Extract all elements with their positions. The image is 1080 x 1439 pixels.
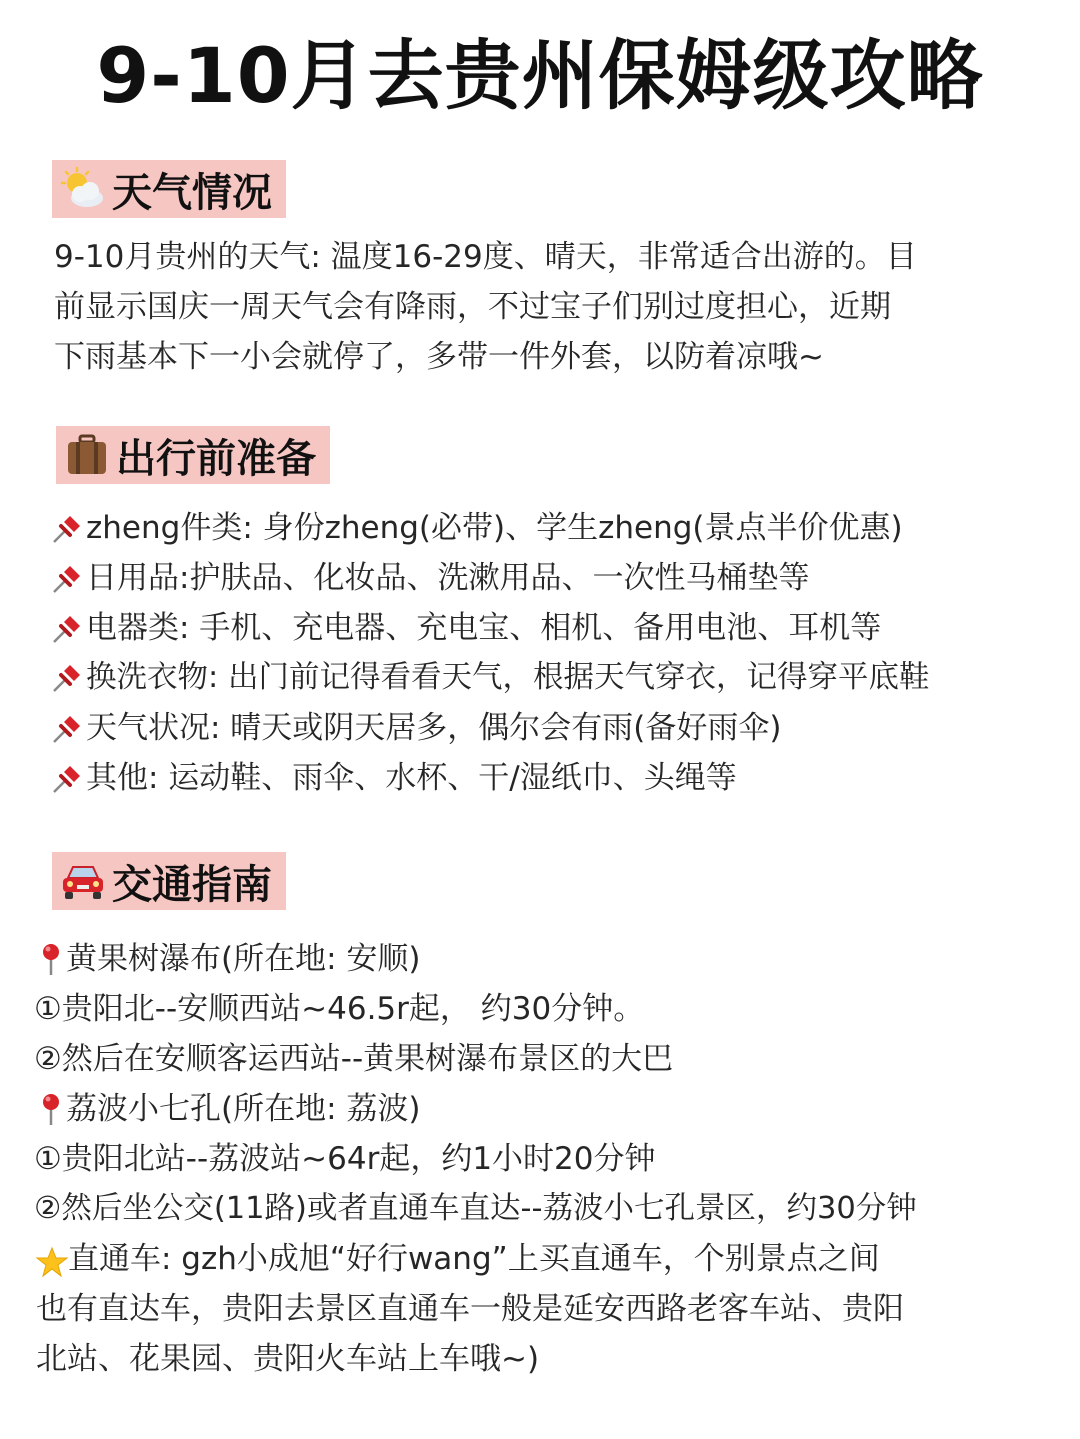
spot-heading	[36, 1084, 421, 1134]
round-pushpin-icon	[36, 1091, 66, 1127]
prep-item-text: 日用品:护肤品、化妆品、洗漱用品、一次性马桶垫等	[86, 560, 810, 596]
pushpin-icon	[50, 761, 84, 795]
prep-item-text: 电器类: 手机、充电器、充电宝、相机、备用电池、耳机等	[86, 610, 882, 646]
prep-item	[50, 553, 809, 603]
tip-line: 也有直达车，贵阳去景区直通车一般是延安西路老客车站、贵阳	[36, 1291, 904, 1327]
round-pushpin-icon	[36, 941, 66, 977]
prep-item-text: 换洗衣物: 出门前记得看看天气，根据天气穿衣，记得穿平底鞋	[86, 660, 930, 695]
section-heading-transport	[52, 852, 286, 910]
prep-item-text: zheng件类: 身份zheng(必带)、学生zheng(景点半价优惠)	[86, 510, 903, 546]
prep-heading-text: 出行前准备	[116, 435, 316, 482]
star-icon	[36, 1243, 68, 1275]
prep-item	[50, 703, 782, 753]
route-step: ②然后坐公交(11路)或者直通车直达--荔波小七孔景区，约30分钟	[34, 1191, 917, 1226]
pushpin-icon	[50, 611, 84, 645]
spot-heading	[36, 934, 421, 984]
weather-line-3: 下雨基本下一小会就停了，多带一件外套，以防着凉哦~	[54, 339, 824, 375]
weather-heading-text: 天气情况	[112, 169, 272, 216]
section-heading-weather	[52, 160, 286, 218]
route-step: ①贵阳北--安顺西站~46.5r起， 约30分钟。	[34, 991, 645, 1027]
spot1-name: 黄果树瀑布(所在地: 安顺)	[66, 941, 421, 977]
spot2-name: 荔波小七孔(所在地: 荔波)	[66, 1091, 421, 1127]
weather-line-1: 9-10月贵州的天气: 温度16-29度、晴天，非常适合出游的。目	[54, 239, 917, 275]
weather-line-2: 前显示国庆一周天气会有降雨，不过宝子们别过度担心，近期	[54, 289, 891, 325]
route-step: ①贵阳北站--荔波站~64r起，约1小时20分钟	[34, 1141, 656, 1177]
tip-line: 北站、花果园、贵阳火车站上车哦~)	[36, 1341, 540, 1377]
sun-behind-cloud-icon	[60, 166, 106, 212]
section-heading-prep	[56, 426, 330, 484]
page-title: 9-10月去贵州保姆级攻略	[96, 31, 984, 120]
transport-heading-text: 交通指南	[112, 861, 272, 908]
prep-item	[50, 753, 737, 803]
car-icon	[60, 858, 106, 904]
prep-item-text: 天气状况: 晴天或阴天居多，偶尔会有雨(备好雨伞)	[86, 710, 782, 746]
weather-paragraph	[54, 232, 917, 382]
route-step: ②然后在安顺客运西站--黄果树瀑布景区的大巴	[34, 1041, 674, 1077]
tip-line	[36, 1234, 880, 1284]
pushpin-icon	[50, 661, 84, 695]
prep-item	[50, 503, 903, 553]
pushpin-icon	[50, 561, 84, 595]
pushpin-icon	[50, 511, 84, 545]
tip-text-1: 直通车: gzh小成旭“好行wang”上买直通车，个别景点之间	[68, 1241, 880, 1277]
pushpin-icon	[50, 711, 84, 745]
prep-item	[50, 603, 881, 653]
prep-item-text: 其他: 运动鞋、雨伞、水杯、干/湿纸巾、头绳等	[86, 760, 737, 796]
luggage-icon	[64, 432, 110, 478]
prep-item	[50, 653, 929, 703]
